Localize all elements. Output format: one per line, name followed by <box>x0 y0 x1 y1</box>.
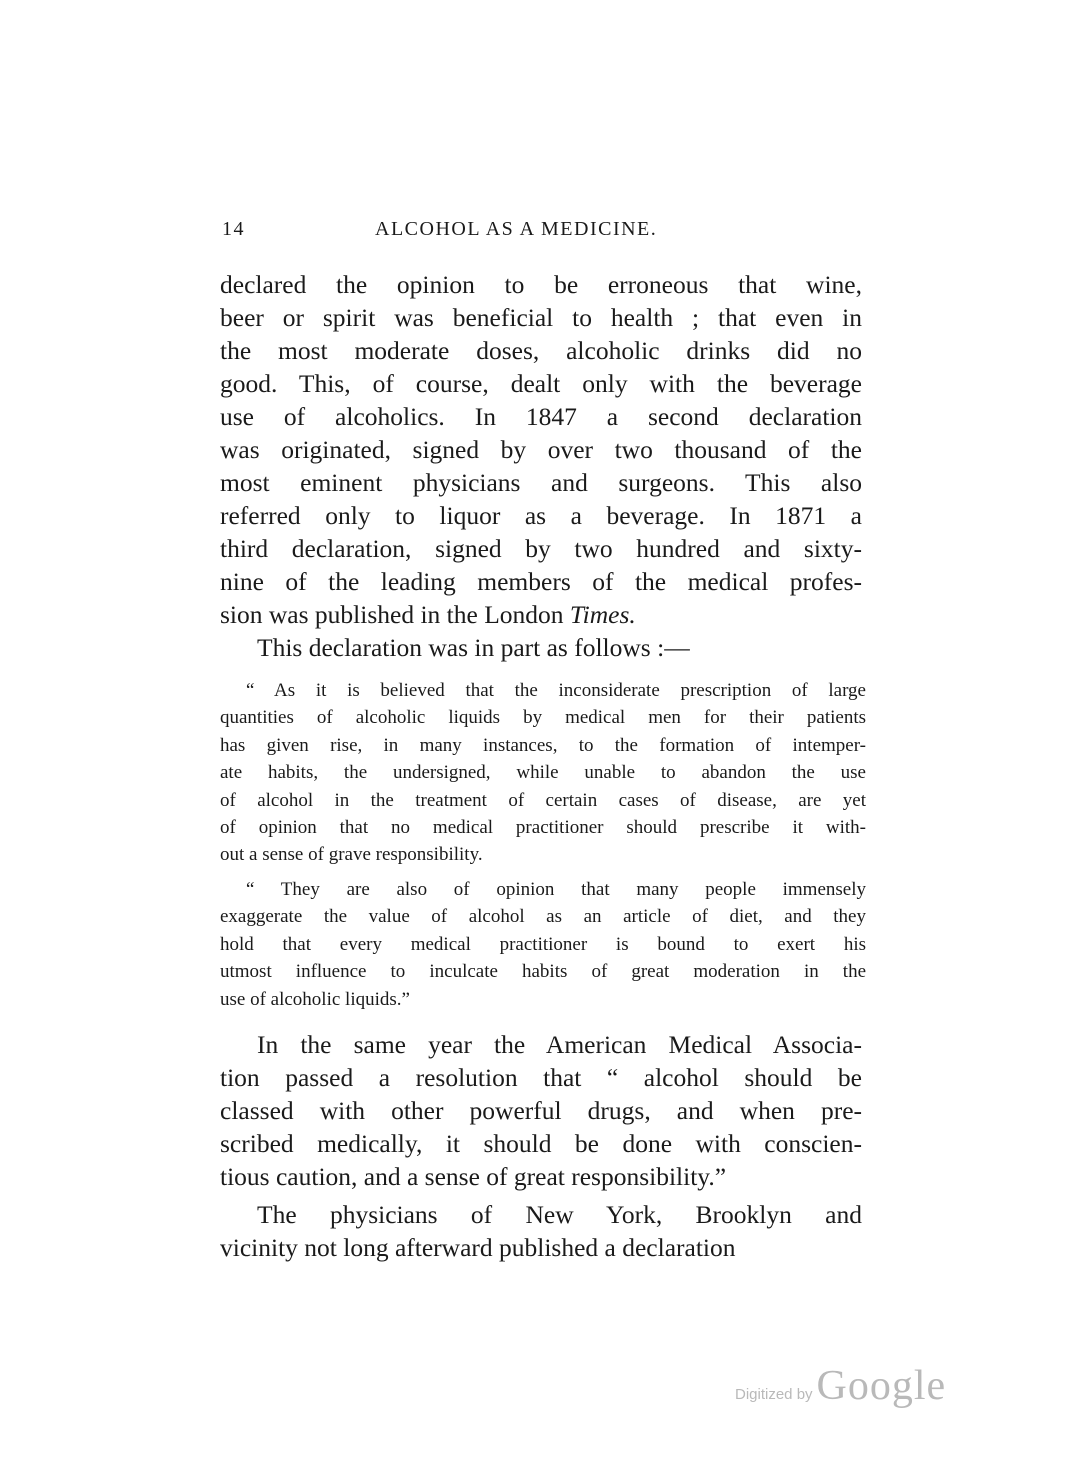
text-line: has given rise, in many instances, to the formation of intemper- <box>220 734 866 756</box>
text-line: use of alcoholics. In 1847 a second declaration <box>220 402 862 431</box>
text-line: most eminent physicians and surgeons. This also <box>220 468 862 497</box>
text-line: of opinion that no medical practitioner should prescribe it with- <box>220 817 866 838</box>
text-line: “ They are also of opinion that many people immensely <box>246 879 866 900</box>
text-line: use of alcoholic liquids.” <box>220 988 410 1010</box>
text-line: referred only to liquor as a beverage. In 1871 a <box>220 501 862 530</box>
text-line: tious caution, and a sense of great responsibility.” <box>220 1162 727 1191</box>
text-line: utmost influence to inculcate habits of great moderation in the <box>220 961 866 983</box>
watermark-prefix: Digitized by <box>735 1386 813 1403</box>
watermark-brand: Google <box>816 1363 947 1409</box>
text-line: sion was published in the London Times. <box>220 600 636 629</box>
text-line: vicinity not long afterward published a declaration <box>220 1233 736 1262</box>
running-title: ALCOHOL AS A MEDICINE. <box>375 218 658 240</box>
digitized-by-google-watermark <box>735 1362 946 1410</box>
text-line: In the same year the American Medical Associa- <box>257 1030 862 1059</box>
text-line: the most moderate doses, alcoholic drinks did no <box>220 336 862 365</box>
text-line: was originated, signed by over two thousand of the <box>220 435 862 464</box>
text-line: ate habits, the undersigned, while unable to abandon the use <box>220 762 866 784</box>
text-line: The physicians of New York, Brooklyn and <box>257 1200 862 1229</box>
text-line: beer or spirit was beneficial to health ; that even in <box>220 303 862 332</box>
text-line: exaggerate the value of alcohol as an article of diet, and they <box>220 906 866 928</box>
text-line: “ As it is believed that the inconsiderate prescription of large <box>246 680 866 701</box>
text-line: declared the opinion to be erroneous that wine, <box>220 270 862 299</box>
text-line: third declaration, signed by two hundred and sixty- <box>220 534 862 563</box>
text-line: hold that every medical practitioner is bound to exert his <box>220 933 866 955</box>
text-line: classed with other powerful drugs, and when pre- <box>220 1096 862 1125</box>
text-line: scribed medically, it should be done with conscien- <box>220 1129 862 1158</box>
text-line: nine of the leading members of the medical profes- <box>220 567 862 596</box>
text-line: out a sense of grave responsibility. <box>220 844 483 866</box>
text-line: good. This, of course, dealt only with the beverage <box>220 369 862 398</box>
text-line: This declaration was in part as follows :— <box>257 633 690 662</box>
text-line: of alcohol in the treatment of certain cases of disease, are yet <box>220 789 866 811</box>
text-line: quantities of alcoholic liquids by medical men for their patients <box>220 707 866 729</box>
page-number: 14 <box>222 218 245 240</box>
text-line: tion passed a resolution that “ alcohol should be <box>220 1063 862 1092</box>
